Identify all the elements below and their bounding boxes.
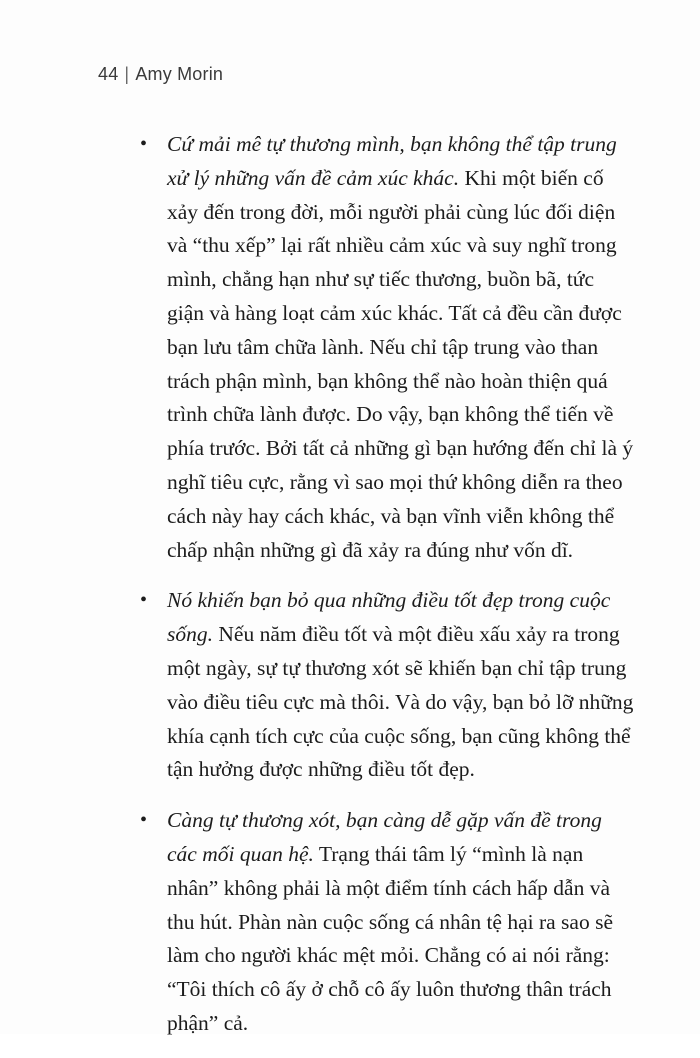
bullet-body: Trạng thái tâm lý “mình là nạn nhân” không phải là một điểm tính cách hấp dẫn và thu hút. Phàn nàn cuộc sống cá nhân tệ hại ra sao sẽ làm cho người khác mệt mỏi. Chẳng có ai nói rằng: “Tôi thích cô ấy ở chỗ cô ấy luôn thương thân trách phận” cả.: [167, 841, 613, 1035]
bullet-body: Nếu năm điều tốt và một điều xấu xảy ra trong một ngày, sự tự thương xót sẽ khiến bạn chỉ tập trung vào điều tiêu cực mà thôi. Và do vậy, bạn bỏ lỡ những khía cạnh tích cực của cuộc sống, bạn cũng không thể tận hưởng được những điều tốt đẹp.: [167, 622, 634, 782]
bullet-dot-icon: •: [140, 133, 148, 155]
bullet-lead: Cứ mải mê tự thương mình, bạn không thể tập trung xử lý những vấn đề cảm xúc khác.: [167, 132, 617, 190]
bullet-dot-icon: •: [140, 809, 148, 832]
page-number: 44: [98, 64, 119, 84]
bullet-item-3: [136, 804, 636, 1041]
bullet-dot-icon: •: [140, 589, 148, 612]
running-header: [98, 64, 223, 85]
bullet-item-1: [136, 128, 636, 567]
bullet-item-2: [136, 584, 636, 787]
bullet-lead: Nó khiến bạn bỏ qua những điều tốt đẹp trong cuộc sống.: [167, 588, 611, 647]
bullet-lead: Càng tự thương xót, bạn càng dễ gặp vấn đề trong các mối quan hệ.: [167, 808, 602, 866]
header-separator: |: [124, 64, 130, 84]
bullet-list: [136, 128, 636, 1058]
author-name: Amy Morin: [135, 64, 224, 84]
bullet-body: Khi một biến cố xảy đến trong đời, mỗi người phải cùng lúc đối diện và “thu xếp” lại rất nhiều cảm xúc và suy nghĩ trong mình, chẳng hạn như sự tiếc thương, buồn bã, tức giận và hàng loạt cảm xúc khác. Tất cả đều cần được bạn lưu tâm chữa lành. Nếu chỉ tập trung vào than trách phận mình, bạn không thể nào hoàn thiện quá trình chữa lành được. Do vậy, bạn không thể tiến về phía trước. Bởi tất cả những gì bạn hướng đến chỉ là ý nghĩ tiêu cực, rằng vì sao mọi thứ không diễn ra theo cách này hay cách khác, và bạn vĩnh viễn không thể chấp nhận những gì đã xảy ra đúng như vốn dĩ.: [167, 165, 634, 562]
